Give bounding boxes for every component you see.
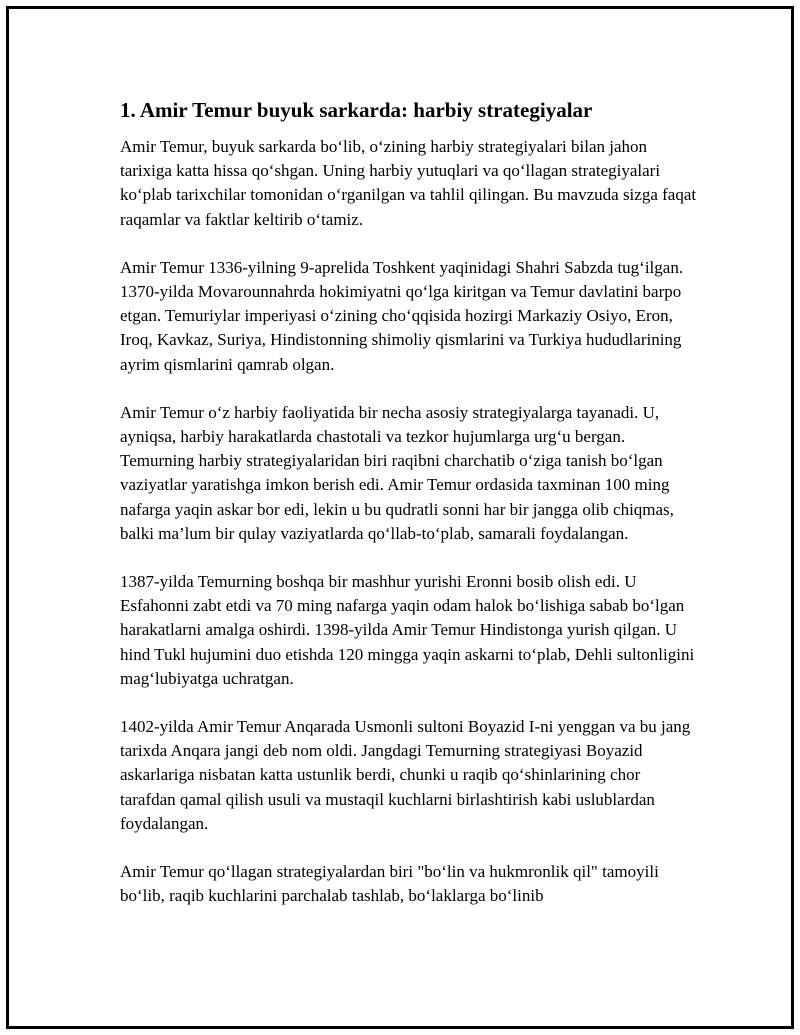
paragraph-4: 1387-yilda Temurning boshqa bir mashhur yurishi Eronni bosib olish edi. U Esfahonni zabt etdi va 70 ming nafarga yaqin odam halok bo‘lishiga sabab bo‘lgan harakatlarni amalga oshirdi. 1398-yilda Amir Temur Hindistonga yurish qilgan. U hind Tukl hujumini duo etishda 120 mingga yaqin askarni to‘plab, Dehli sultonligini mag‘lubiyatga uchratgan. xyxy=(120,572,695,688)
paragraph-3: Amir Temur o‘z harbiy faoliyatida bir necha asosiy strategiyalarga tayanadi. U, ayniqsa, harbiy harakatlarda chastotali va tezkor hujumlarga urg‘u bergan. Temurning harbiy strategiyalaridan biri raqibni charchatib o‘ziga tanish bo‘lgan vaziyatlar yaratishga imkon berish edi. Amir Temur ordasida taxminan 100 ming nafarga yaqin askar bor edi, lekin u bu qudratli sonni har bir jangga olib chiqmas, balki ma’lum bir qulay vaziyatlarda qo‘llab-to‘plab, samarali foydalangan. xyxy=(120,402,674,543)
paragraph-5: 1402-yilda Amir Temur Anqarada Usmonli sultoni Boyazid I-ni yenggan va bu jang tarixda Anqara jangi deb nom oldi. Jangdagi Temurning strategiyasi Boyazid askarlariga nisbatan katta ustunlik berdi, chunki u raqib qo‘shinlarining chor tarafdan qamal qilish usuli va mustaqil kuchlarni birlashtirish kabi uslublardan foydalangan. xyxy=(120,717,691,833)
paragraph-1: Amir Temur, buyuk sarkarda bo‘lib, o‘zining harbiy strategiyalari bilan jahon tarixiga katta hissa qo‘shgan. Uning harbiy yutuqlari va qo‘llagan strategiyalari ko‘plab tarixchilar tomonidan o‘rganilgan va tahlil qilingan. Bu mavzuda sizga faqat raqamlar va faktlar keltirib o‘tamiz. xyxy=(120,137,697,229)
section-title: 1. Amir Temur buyuk sarkarda: harbiy strategiyalar xyxy=(120,98,593,122)
document-page xyxy=(6,6,794,1029)
paragraph-6: Amir Temur qo‘llagan strategiyalardan biri "bo‘lin va hukmronlik qil" tamoyili bo‘lib, raqib kuchlarini parchalab tashlab, bo‘laklarga bo‘linib xyxy=(120,862,659,906)
paragraph-2: Amir Temur 1336-yilning 9-aprelida Toshkent yaqinidagi Shahri Sabzda tug‘ilgan. 1370-yilda Movarounnahrda hokimiyatni qo‘lga kiritgan va Temur davlatini barpo etgan. Temuriylar imperiyasi o‘zining cho‘qqisida hozirgi Markaziy Osiyo, Eron, Iroq, Kavkaz, Suriya, Hindistonning shimoliy qismlarini va Turkiya hududlarining ayrim qismlarini qamrab olgan. xyxy=(120,257,684,374)
document-body xyxy=(120,95,700,932)
